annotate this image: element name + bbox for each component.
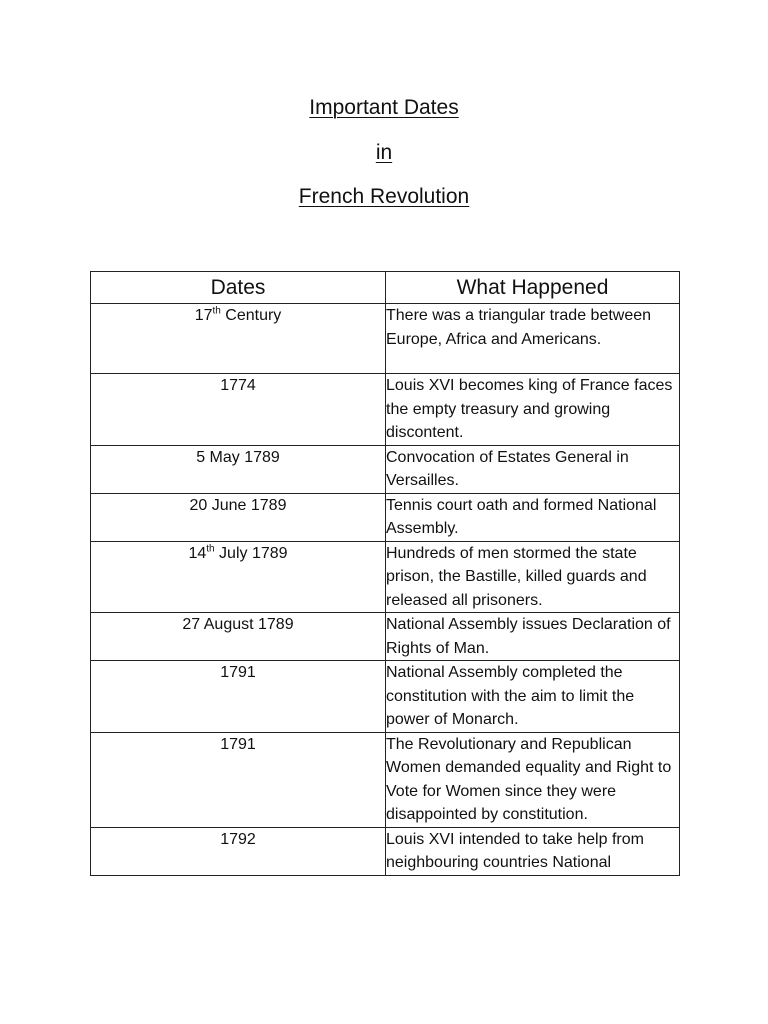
date-cell: 14th July 1789 [91,541,386,613]
event-cell: The Revolutionary and Republican Women demanded equality and Right to Vote for Women since they were disappointed by constitution. [386,732,680,827]
event-cell: There was a triangular trade between Europe, Africa and Americans. [386,304,680,374]
date-cell: 1791 [91,732,386,827]
event-cell: Louis XVI intended to take help from neighbouring countries National [386,827,680,875]
date-cell: 27 August 1789 [91,613,386,661]
date-cell: 17th Century [91,304,386,374]
date-cell: 5 May 1789 [91,445,386,493]
event-cell: National Assembly completed the constitution with the aim to limit the power of Monarch. [386,661,680,733]
table-row [91,445,680,493]
header-dates: Dates [91,272,386,304]
table-row [91,827,680,875]
event-cell: Hundreds of men stormed the state prison, the Bastille, killed guards and released all prisoners. [386,541,680,613]
event-cell: Tennis court oath and formed National Assembly. [386,493,680,541]
event-cell: National Assembly issues Declaration of Rights of Man. [386,613,680,661]
table-row [91,374,680,446]
table-row [91,541,680,613]
date-cell: 20 June 1789 [91,493,386,541]
table-row [91,304,680,374]
table-row [91,613,680,661]
event-cell: Convocation of Estates General in Versailles. [386,445,680,493]
title-line-2: in [375,141,393,164]
title-line-1: Important Dates [309,96,459,119]
date-cell: 1792 [91,827,386,875]
table-header-row [91,272,680,304]
event-cell: Louis XVI becomes king of France faces the empty treasury and growing discontent. [386,374,680,446]
title-line-3: French Revolution [298,185,470,208]
table-row [91,493,680,541]
table-row [91,661,680,733]
date-cell: 1791 [91,661,386,733]
table-row [91,732,680,827]
date-cell: 1774 [91,374,386,446]
dates-table [90,271,680,876]
header-what-happened: What Happened [386,272,680,304]
